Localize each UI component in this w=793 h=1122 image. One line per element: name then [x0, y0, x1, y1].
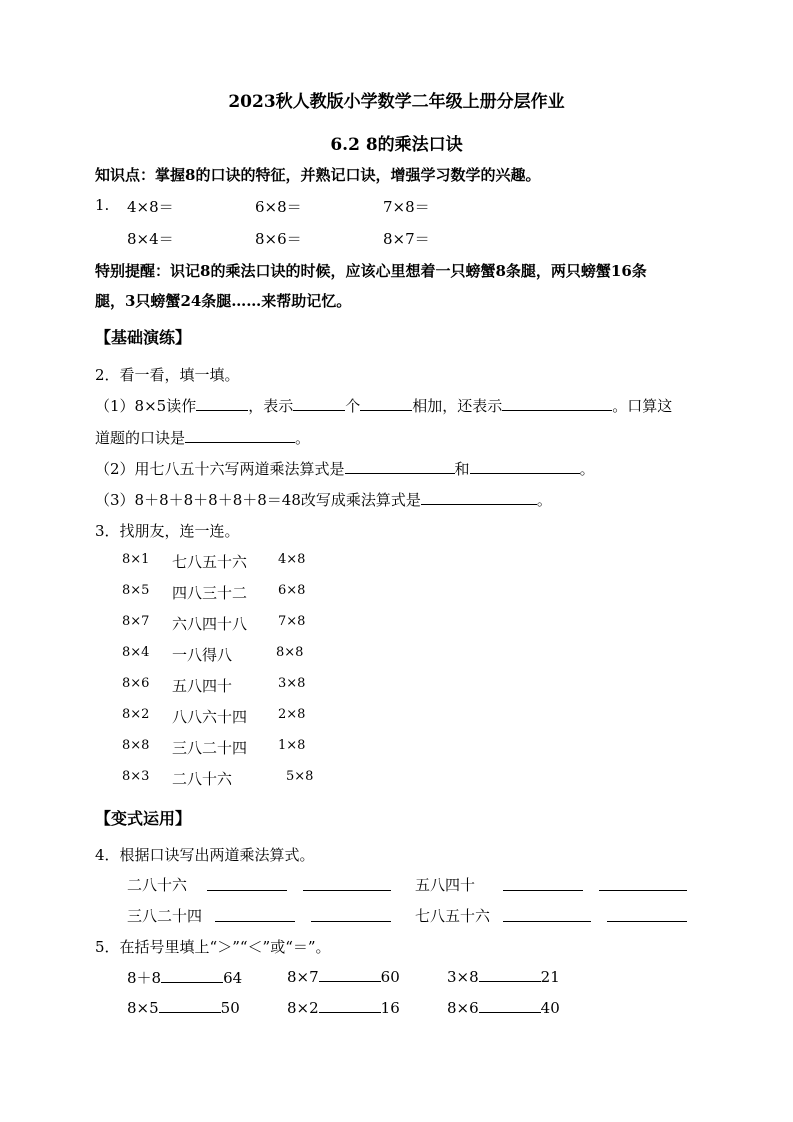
- compare-right: 64: [223, 969, 243, 987]
- q1-expr: 7×8＝: [383, 198, 430, 216]
- compare-left: 8×7: [287, 968, 319, 986]
- q4-heading: 4．根据口诀写出两道乘法算式。: [95, 846, 315, 864]
- q1-number: 1.: [95, 196, 110, 214]
- match-left-item[interactable]: 8×7: [122, 614, 150, 629]
- q2-part-1-cont: [95, 427, 310, 448]
- compare-item: [127, 998, 240, 1017]
- match-left-item[interactable]: 8×4: [122, 645, 150, 660]
- answer-blank[interactable]: [470, 459, 580, 474]
- knowledge-point: 知识点：掌握8的口诀的特征，并熟记口诀，增强学习数学的兴趣。: [95, 166, 541, 184]
- match-left-item[interactable]: 8×8: [122, 738, 150, 753]
- compare-left: 8＋8: [127, 969, 162, 987]
- section-heading-basic: 【基础演练】: [95, 328, 192, 347]
- match-rhyme-item[interactable]: 八八六十四: [172, 708, 248, 726]
- q2-text: 道题的口诀是: [95, 429, 186, 447]
- answer-blank[interactable]: [207, 890, 287, 891]
- q2-text: ，表示: [248, 397, 294, 415]
- match-rhyme-item[interactable]: 三八二十四: [172, 739, 248, 757]
- compare-item: [447, 998, 560, 1017]
- answer-blank[interactable]: [319, 998, 381, 1013]
- answer-blank[interactable]: [345, 459, 455, 474]
- q3-heading: 3．找朋友，连一连。: [95, 522, 240, 540]
- match-right-item[interactable]: 8×8: [276, 645, 304, 660]
- compare-left: 8×6: [447, 999, 479, 1017]
- match-left-item[interactable]: 8×3: [122, 769, 150, 784]
- q1-expr: 6×8＝: [255, 198, 302, 216]
- match-left-item[interactable]: 8×5: [122, 583, 150, 598]
- answer-blank[interactable]: [303, 890, 391, 891]
- page-title: 2023秋人教版小学数学二年级上册分层作业: [228, 92, 565, 112]
- match-left-item[interactable]: 8×1: [122, 552, 150, 567]
- answer-blank[interactable]: [599, 890, 687, 891]
- q5-heading: 5．在括号里填上“＞”“＜”或“＝”。: [95, 938, 331, 956]
- q1-expr: 4×8＝: [127, 198, 174, 216]
- tip-line-1: 特别提醒：识记8的乘法口诀的时候，应该心里想着一只螃蟹8条腿，两只螃蟹16条: [95, 262, 647, 280]
- compare-right: 50: [220, 999, 240, 1017]
- answer-blank[interactable]: [185, 428, 295, 443]
- answer-blank[interactable]: [503, 890, 583, 891]
- page-subtitle: 6.2 8的乘法口诀: [330, 135, 463, 155]
- match-right-item[interactable]: 2×8: [278, 707, 306, 722]
- q4-rhyme: 二八十六: [127, 876, 188, 894]
- match-left-item[interactable]: 8×6: [122, 676, 150, 691]
- answer-blank[interactable]: [311, 921, 391, 922]
- answer-blank[interactable]: [360, 396, 412, 411]
- compare-right: 16: [380, 999, 400, 1017]
- q4-rhyme: 七八五十六: [415, 907, 491, 925]
- answer-blank[interactable]: [421, 490, 537, 505]
- match-right-item[interactable]: 7×8: [278, 614, 306, 629]
- match-right-item[interactable]: 3×8: [278, 676, 306, 691]
- q2-part-3: [95, 489, 552, 510]
- compare-right: 21: [540, 968, 560, 986]
- answer-blank[interactable]: [196, 396, 248, 411]
- q4-rhyme: 三八二十四: [127, 907, 203, 925]
- answer-blank[interactable]: [503, 921, 591, 922]
- compare-item: [287, 998, 400, 1017]
- q2-heading: 2．看一看，填一填。: [95, 366, 240, 384]
- match-right-item[interactable]: 6×8: [278, 583, 306, 598]
- q4-rhyme: 五八四十: [415, 876, 476, 894]
- q2-text: （2）用七八五十六写两道乘法算式是: [95, 460, 345, 478]
- answer-blank[interactable]: [479, 967, 541, 982]
- q2-text: 。: [536, 491, 552, 509]
- q2-text: （1）8×5读作: [95, 397, 197, 415]
- q2-text: 相加，还表示: [412, 397, 503, 415]
- compare-left: 8×5: [127, 999, 159, 1017]
- q2-text: 和: [454, 460, 470, 478]
- compare-right: 40: [540, 999, 560, 1017]
- match-rhyme-item[interactable]: 五八四十: [172, 677, 233, 695]
- answer-blank[interactable]: [319, 967, 381, 982]
- match-right-item[interactable]: 4×8: [278, 552, 306, 567]
- match-rhyme-item[interactable]: 六八四十八: [172, 615, 248, 633]
- answer-blank[interactable]: [502, 396, 612, 411]
- match-left-item[interactable]: 8×2: [122, 707, 150, 722]
- q2-text: 。: [295, 429, 311, 447]
- section-heading-variant: 【变式运用】: [95, 809, 192, 828]
- answer-blank[interactable]: [161, 968, 223, 983]
- q2-text: 。: [579, 460, 595, 478]
- match-right-item[interactable]: 1×8: [278, 738, 306, 753]
- compare-left: 8×2: [287, 999, 319, 1017]
- tip-line-2: 腿，3只螃蟹24条腿……来帮助记忆。: [95, 292, 352, 310]
- compare-item: [447, 967, 560, 986]
- q2-text: 个: [345, 397, 361, 415]
- match-rhyme-item[interactable]: 二八十六: [172, 770, 233, 788]
- match-rhyme-item[interactable]: 一八得八: [172, 646, 233, 664]
- answer-blank[interactable]: [479, 998, 541, 1013]
- q2-part-2: [95, 458, 595, 479]
- q2-part-1: [95, 395, 672, 416]
- answer-blank[interactable]: [607, 921, 687, 922]
- q1-expr: 8×6＝: [255, 230, 302, 248]
- q1-expr: 8×4＝: [127, 230, 174, 248]
- answer-blank[interactable]: [293, 396, 345, 411]
- q1-expr: 8×7＝: [383, 230, 430, 248]
- match-rhyme-item[interactable]: 七八五十六: [172, 553, 248, 571]
- answer-blank[interactable]: [159, 998, 221, 1013]
- q2-text: （3）8＋8＋8＋8＋8＋8＝48改写成乘法算式是: [95, 491, 421, 509]
- q2-text: 。口算这: [612, 397, 673, 415]
- compare-item: [127, 967, 242, 988]
- compare-left: 3×8: [447, 968, 479, 986]
- match-right-item[interactable]: 5×8: [286, 769, 314, 784]
- answer-blank[interactable]: [215, 921, 295, 922]
- compare-item: [287, 967, 400, 986]
- match-rhyme-item[interactable]: 四八三十二: [172, 584, 248, 602]
- compare-right: 60: [380, 968, 400, 986]
